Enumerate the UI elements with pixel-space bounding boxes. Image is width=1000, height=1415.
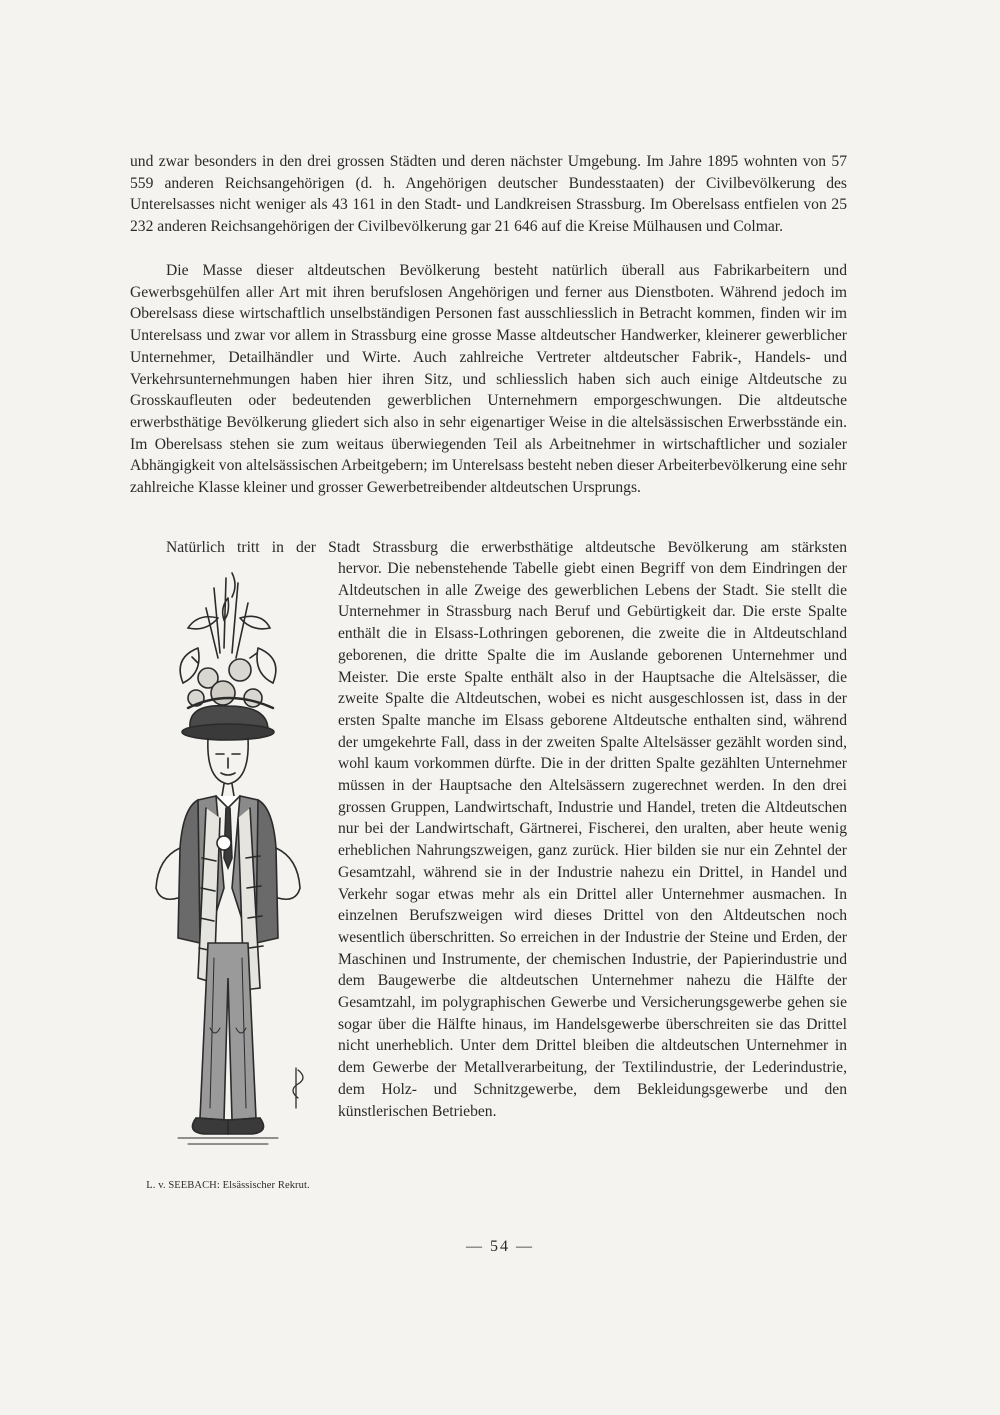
hat-drawing <box>182 706 274 740</box>
body-paragraph-3-first-line: Natürlich tritt in der Stadt Strassburg die erwerbsthätige altdeutsche Bevölkerung am stärksten <box>166 539 847 556</box>
body-paragraph-2: Die Masse dieser altdeutschen Bevölkerung besteht natürlich überall aus Fabrikarbeitern und Gewerbsgehülfen aller Art mit ihren berufslosen Angehörigen und ferner aus Dienstboten. Während jedoch im Oberelsass diese wirtschaftlich unselbständigen Personen fast ausschliesslich in Betracht kommen, finden wir im Unterelsass und zwar vor allem in Strassburg eine grosse Masse altdeutscher Handwerker, kleinerer gewerblicher Unternehmer, Detailhändler und Wirte. Auch zahlreiche Vertreter altdeutscher Fabrik-, Handels- und Verkehrsunternehmungen haben hier ihren Sitz, und schliesslich haben sich auch einige Altdeutsche zu Grosskaufleuten oder bedeutenden gewerblichen Unternehmern emporgeschwungen. Die altdeutsche erwerbsthätige Bevölkerung gliedert sich also in sehr eigenartiger Weise in die altelsässischen Erwerbsstände ein. Im Oberelsass stehen sie zum weitaus überwiegenden Teil als Arbeitnehmer in wirtschaftlicher und sozialer Abhängigkeit von altelsässischen Arbeitgebern; im Unterelsass besteht neben dieser Arbeiterbevölkerung eine sehr zahlreiche Klasse kleiner und grosser Gewerbetreibender altdeutschen Ursprungs. <box>130 262 847 497</box>
trousers-drawing <box>200 943 256 1120</box>
illustration-recruit <box>128 558 328 1178</box>
figure-caption: L. v. SEEBACH: Elsässischer Rekrut. <box>146 1180 310 1191</box>
page-number: — 54 — <box>466 1238 534 1255</box>
plume-drawing <box>180 573 276 716</box>
body-paragraph-3-continued: hervor. Die nebenstehende Tabelle giebt einen Begriff von dem Eindringen der Altdeutschen in alle Zweige des gewerblichen Lebens der Stadt. Sie stellt die Unternehmer in Strassburg nach Beruf und Gebürtigkeit dar. Die erste Spalte enthält die in Elsass-Lothringen geborenen, die zweite die in Altdeutschland geborenen, die dritte Spalte die im Auslande geborenen Unternehmer und Meister. Die erste Spalte enthält also in der Hauptsache die Altelsässer, die zweite Spalte die Altdeutschen, wobei es nicht ausgeschlossen ist, dass in der ersten Spalte manche im Elsass geborene Altdeutsche enthalten sind, während der umgekehrte Fall, dass in der zweiten Spalte Altelsässer gezählt worden sind, wohl kaum vorkommen dürfte. Die in der dritten Spalte gezählten Unternehmer müssen in der Hauptsache den Altelsässern zugerechnet werden. In den drei grossen Gruppen, Landwirtschaft, Industrie und Handel, treten die Altdeutschen nur bei der Landwirtschaft, Gärtnerei, Fischerei, den uralten, aber heute wenig erheblichen Nahrungszweigen, ganz zurück. Hier bilden sie nur ein Zehntel der Gesamtzahl, während sie in der Industrie nahezu ein Drittel, in Handel und Verkehr sogar etwas mehr als ein Drittel aller Unternehmer ausmachen. In einzelnen Berufszweigen wird dieses Drittel von den Altdeutschen noch wesentlich überschritten. So erreichen in der Industrie der Steine und Erden, der Maschinen und Instrumente, der chemischen Industrie, der Papierindustrie und dem Baugewerbe die altdeutschen Unternehmer nahezu die Hälfte der Gesamtzahl, im polygraphischen Gewerbe und Versicherungsgewerbe gehen sie sogar über die Hälfte hinaus, im Handelsgewerbe überschreiten sie das Drittel nicht unerheblich. Unter dem Drittel bleiben die altdeutschen Unternehmer in dem Gewerbe der Metallverarbeitung, der Textilindustrie, der Lederindustrie, dem Holz- und Schnitzgewerbe, dem Bekleidungsgewerbe und den künstlerischen Betrieben. <box>338 560 847 1120</box>
body-paragraph-1: und zwar besonders in den drei grossen Städten und deren nächster Umgebung. Im Jahre 1895 wohnten von 57 559 anderen Reichsangehörigen (d. h. Angehörigen deutscher Bundesstaaten) der Civilbevölkerung des Unterelsasses nicht weniger als 43 161 in den Stadt- und Landkreisen Strassburg. Im Oberelsass entfielen von 25 232 anderen Reichsangehörigen der Civilbevölkerung gar 21 646 auf die Kreise Mülhausen und Colmar. <box>130 153 847 236</box>
head-drawing <box>208 738 248 796</box>
